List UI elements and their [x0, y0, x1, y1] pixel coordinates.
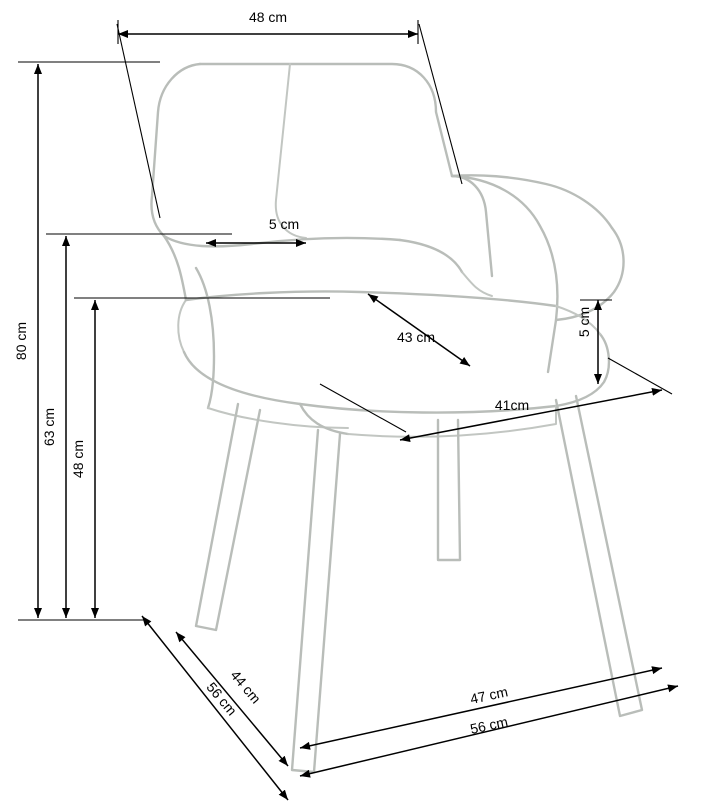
dimension-seat-height	[70, 298, 330, 618]
dimension-label-44: 44 cm	[227, 667, 265, 707]
dimension-base-width-47	[300, 668, 662, 748]
chair-outline	[152, 64, 643, 772]
dimension-label-48-seat: 48 cm	[70, 439, 86, 479]
dimension-seat-front-width	[320, 358, 672, 440]
dimension-label-5-armrest: 5 cm	[268, 216, 300, 232]
dimension-label-43: 43 cm	[396, 329, 436, 345]
dimension-seat-width-top	[117, 9, 462, 218]
dimension-armrest-height	[41, 234, 232, 618]
dimension-label-48-top: 48 cm	[248, 9, 288, 25]
dimension-total-height	[13, 62, 160, 620]
dimension-label-47: 47 cm	[468, 683, 510, 707]
dimension-label-41: 41cm	[494, 397, 530, 413]
dimension-label-80: 80 cm	[13, 321, 29, 361]
dimension-seat-thickness	[576, 300, 612, 384]
dimension-label-56-depth: 56 cm	[203, 679, 241, 719]
dimension-label-56-width: 56 cm	[468, 713, 510, 737]
dimension-seat-depth	[368, 294, 470, 366]
dimension-base-depth-56	[142, 616, 288, 800]
dimension-label-63: 63 cm	[41, 407, 57, 447]
dimension-label-5-seat: 5 cm	[576, 306, 592, 338]
